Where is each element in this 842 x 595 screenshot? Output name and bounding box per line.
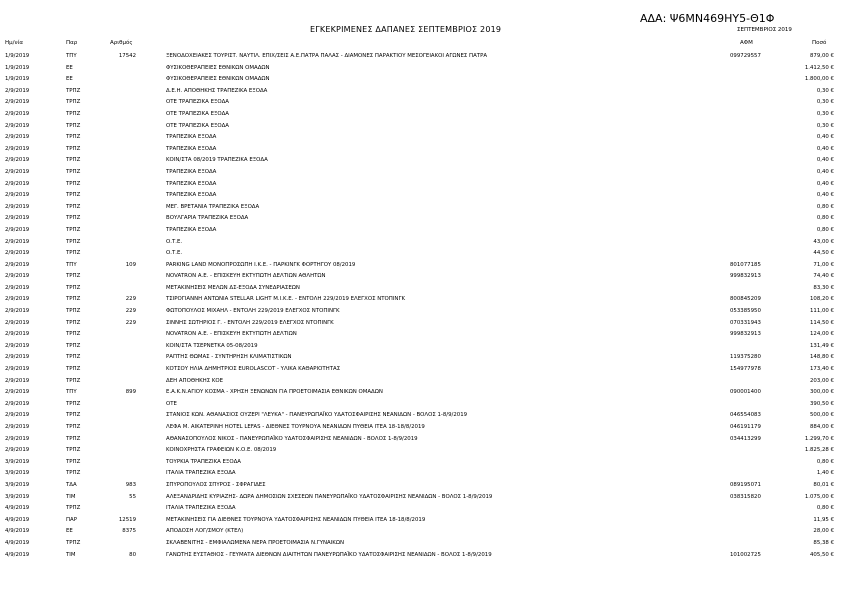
row-amount: 148,80 € xyxy=(809,354,834,361)
row-description: ΞΕΝΟΔΟΧΕΙΑΚΕΣ ΤΟΥΡΙΣΤ. ΝΑΥΤΙΛ. ΕΠΙΧ/ΣΕΙΣ Α.Ε.ΠΑΤΡΑ ΠΑΛΑΣ - ΔΙΑΜΟΝΕΣ ΠΑΡΑΚΤΙΟΥ ΜΕΣΟΓΕΙΑΚΟΙ ΑΓΩΝΕΣ ΠΑΤΡΑ xyxy=(166,53,488,59)
row-number: 8375 xyxy=(122,528,136,535)
row-amount: 0,30 € xyxy=(816,110,834,117)
table-row xyxy=(0,202,842,214)
row-amount: 80,01 € xyxy=(813,481,834,488)
table-row xyxy=(0,109,842,121)
row-number: 80 xyxy=(129,551,136,558)
row-type: ΤΡΠΖ xyxy=(66,366,81,373)
row-date: 2/9/2019 xyxy=(5,87,30,94)
row-type: ΤΡΠΖ xyxy=(66,215,81,222)
table-row xyxy=(0,503,842,515)
row-amount: 74,40 € xyxy=(813,273,834,280)
table-row xyxy=(0,445,842,457)
row-afm: 090001400 xyxy=(730,389,761,396)
row-type: ΤΡΠΖ xyxy=(66,447,81,454)
table-row xyxy=(0,294,842,306)
row-type: ΤΡΠΖ xyxy=(66,331,81,338)
table-row xyxy=(0,248,842,260)
row-date: 2/9/2019 xyxy=(5,99,30,106)
row-type: ΤΡΠΖ xyxy=(66,226,81,233)
table-row xyxy=(0,341,842,353)
row-description: ΚΟΙΝ/ΣΤΑ 08/2019 ΤΡΑΠΕΖΙΚΑ ΕΞΟΔΑ xyxy=(166,157,268,164)
row-afm: 053385950 xyxy=(730,308,761,315)
row-description: ΣΙΝΝΗΣ ΣΩΤΗΡΙΟΣ Γ. - ΕΝΤΟΛΗ 229/2019 ΕΛΕΓΧΟΣ ΝΤΟΠΙΝΓΚ xyxy=(166,319,334,326)
row-afm: 038315820 xyxy=(730,493,761,500)
row-type: ΤΡΠΖ xyxy=(66,296,81,303)
row-type: ΕΕ xyxy=(66,76,73,83)
row-description: ΚΟΙΝΟΧΡΗΣΤΑ ΓΡΑΦΕΙΩΝ Κ.Ο.Ε. 08/2019 xyxy=(166,447,277,454)
table-row xyxy=(0,457,842,469)
table-row xyxy=(0,97,842,109)
row-type: ΤΡΠΖ xyxy=(66,192,81,199)
row-date: 2/9/2019 xyxy=(5,238,30,245)
row-amount: 0,40 € xyxy=(816,168,834,175)
row-description: ΤΡΑΠΕΖΙΚΑ ΕΞΟΔΑ xyxy=(166,145,217,152)
row-description: NOVATRON Α.Ε. - ΕΠΙΣΚΕΥΗ ΕΚΤΥΠΩΤΗ ΔΕΛΤΙΩΝ xyxy=(166,331,297,338)
header-amount: Ποσό xyxy=(812,40,827,46)
row-date: 2/9/2019 xyxy=(5,180,30,187)
row-type: ΤΠΥ xyxy=(66,261,77,268)
row-amount: 884,00 € xyxy=(809,424,834,430)
table-row xyxy=(0,329,842,341)
row-afm: 801077185 xyxy=(730,261,761,268)
row-date: 2/9/2019 xyxy=(5,342,30,349)
row-amount: 0,30 € xyxy=(816,87,834,94)
table-row xyxy=(0,74,842,86)
row-amount: 0,80 € xyxy=(816,505,834,512)
table-row xyxy=(0,213,842,225)
table-row xyxy=(0,468,842,480)
row-amount: 131,49 € xyxy=(809,342,834,349)
table-row xyxy=(0,167,842,179)
row-amount: 114,50 € xyxy=(809,319,834,326)
row-amount: 173,40 € xyxy=(809,366,834,373)
row-number: 983 xyxy=(125,481,136,488)
row-date: 2/9/2019 xyxy=(5,110,30,117)
row-amount: 43,00 € xyxy=(813,238,834,245)
row-amount: 390,50 € xyxy=(809,400,834,407)
row-type: ΤΠΥ xyxy=(66,389,77,396)
row-date: 2/9/2019 xyxy=(5,366,30,373)
row-afm: 099729557 xyxy=(730,53,761,59)
expenses-table xyxy=(0,51,842,561)
row-date: 4/9/2019 xyxy=(5,551,30,558)
row-date: 4/9/2019 xyxy=(5,516,30,523)
row-description: ΜΕΤΑΚΙΝΗΣΕΙΣ ΜΕΛΩΝ ΔΣ-ΕΞΟΔΑ ΣΥΝΕΔΡΙΑΣΕΩΝ xyxy=(166,284,300,291)
row-amount: 879,00 € xyxy=(809,53,834,59)
row-description: ΟΤΕ ΤΡΑΠΕΖΙΚΑ ΕΞΟΔΑ xyxy=(166,122,229,129)
row-type: ΤΡΠΖ xyxy=(66,458,81,465)
table-row xyxy=(0,144,842,156)
row-date: 2/9/2019 xyxy=(5,250,30,257)
table-row xyxy=(0,410,842,422)
table-row xyxy=(0,526,842,538)
row-amount: 85,38 € xyxy=(813,539,834,546)
row-date: 2/9/2019 xyxy=(5,296,30,303)
row-type: ΤΡΠΖ xyxy=(66,377,81,384)
row-number: 17542 xyxy=(118,53,136,59)
row-date: 1/9/2019 xyxy=(5,64,30,71)
table-row xyxy=(0,492,842,504)
row-type: ΤΡΠΖ xyxy=(66,157,81,164)
table-row xyxy=(0,155,842,167)
row-type: ΤΡΠΖ xyxy=(66,273,81,280)
row-type: ΤΡΠΖ xyxy=(66,424,81,430)
table-row xyxy=(0,480,842,492)
row-description: ΙΤΑΛΙΑ ΤΡΑΠΕΖΙΚΑ ΕΞΟΔΑ xyxy=(166,505,236,512)
table-row xyxy=(0,538,842,550)
row-description: PARKING LAND ΜΟΝΟΠΡΟΣΩΠΗ Ι.Κ.Ε. - ΠΑΡΚΙΝΓΚ ΦΟΡΤΗΓΟΥ 08/2019 xyxy=(166,261,356,268)
row-description: ΜΕΓ. ΒΡΕΤΑΝΙΑ ΤΡΑΠΕΖΙΚΑ ΕΞΟΔΑ xyxy=(166,203,260,210)
row-description: ΟΤΕ ΤΡΑΠΕΖΙΚΑ ΕΞΟΔΑ xyxy=(166,110,229,117)
row-amount: 0,30 € xyxy=(816,99,834,106)
row-date: 2/9/2019 xyxy=(5,168,30,175)
row-type: ΤΡΠΖ xyxy=(66,470,81,477)
row-amount: 111,00 € xyxy=(809,308,834,315)
row-date: 2/9/2019 xyxy=(5,134,30,141)
row-amount: 0,40 € xyxy=(816,145,834,152)
row-type: ΤΡΠΖ xyxy=(66,87,81,94)
table-row xyxy=(0,260,842,272)
row-date: 2/9/2019 xyxy=(5,145,30,152)
table-row xyxy=(0,63,842,75)
row-amount: 0,80 € xyxy=(816,226,834,233)
row-date: 2/9/2019 xyxy=(5,157,30,164)
row-description: ΟΤΕ ΤΡΑΠΕΖΙΚΑ ΕΞΟΔΑ xyxy=(166,99,229,106)
row-date: 2/9/2019 xyxy=(5,319,30,326)
row-description: ΛΕΦΑ Μ. ΑΙΚΑΤΕΡΙΝΗ HOTEL LEFAS - ΔΙΕΘΝΕΣ ΤΟΥΡΝΟΥΑ ΝΕΑΝΙΔΩΝ ΠΥΘΕΙΑ ΙΤΕΑ 18-18/8/2019 xyxy=(166,424,425,430)
row-type: ΤΡΠΖ xyxy=(66,284,81,291)
page-title: ΕΓΚΕΚΡΙΜΕΝΕΣ ΔΑΠΑΝΕΣ ΣΕΠΤΕΜΒΡΙΟΣ 2019 xyxy=(310,25,502,34)
row-type: ΕΕ xyxy=(66,528,73,535)
table-row xyxy=(0,318,842,330)
row-afm: 070331943 xyxy=(730,319,761,326)
row-description: ΑΠΟΔΟΣΗ ΛΟΓ/ΣΜΟΥ (ΚΤΕΛ) xyxy=(166,528,244,535)
row-amount: 1.299,70 € xyxy=(804,435,834,442)
row-description: ΔΕΗ ΑΠΟΘΗΚΗΣ ΚΟΕ xyxy=(166,377,224,384)
row-date: 3/9/2019 xyxy=(5,481,30,488)
row-type: ΤΡΠΖ xyxy=(66,238,81,245)
row-type: ΤΡΠΖ xyxy=(66,168,81,175)
row-type: ΤΡΠΖ xyxy=(66,122,81,129)
row-description: ΦΥΣΙΚΟΘΕΡΑΠΕΙΕΣ ΕΘΝΙΚΩΝ ΟΜΑΔΩΝ xyxy=(166,76,270,83)
row-description: ΣΠΥΡΟΠΟΥΛΟΣ ΣΠΥΡΟΣ - ΣΦΡΑΓΙΔΕΣ xyxy=(166,481,266,488)
row-description: ΓΑΝΩΤΗΣ ΕΥΣΤΑΘΙΟΣ - ΓΕΥΜΑΤΑ ΔΙΕΘΝΩΝ ΔΙΑΙΤΗΤΩΝ ΠΑΝΕΥΡΩΠΑΪΚΟ ΥΔΑΤΟΣΦΑΙΡΙΣΗΣ ΝΕΑΝΙΔΩΝ - ΒΟΛΟΣ 1-8/9/2019 xyxy=(166,551,492,558)
row-description: ΜΕΤΑΚΙΝΗΣΕΙΣ ΓΙΑ ΔΙΕΘΝΕΣ ΤΟΥΡΝΟΥΑ ΥΔΑΤΟΣΦΑΙΡΙΣΗΣ ΝΕΑΝΙΔΩΝ ΠΥΘΕΙΑ ΙΤΕΑ 18-18/8/2019 xyxy=(166,516,426,523)
row-number: 55 xyxy=(129,493,136,500)
row-date: 3/9/2019 xyxy=(5,470,30,477)
row-type: ΠΑΡ xyxy=(66,516,77,523)
ada-code: ΑΔΑ: Ψ6ΜΝ469ΗΥ5-Θ1Φ xyxy=(640,12,775,25)
row-amount: 11,95 € xyxy=(813,516,834,523)
row-description: NOVATRON Α.Ε. - ΕΠΙΣΚΕΥΗ ΕΚΤΥΠΩΤΗ ΔΕΛΤΙΩΝ ΑΘΛΗΤΩΝ xyxy=(166,273,326,280)
row-description: ΤΡΑΠΕΖΙΚΑ ΕΞΟΔΑ xyxy=(166,134,217,141)
row-amount: 0,40 € xyxy=(816,134,834,141)
header-afm: ΑΦΜ xyxy=(740,40,753,46)
row-afm: 101002725 xyxy=(730,551,761,558)
row-date: 4/9/2019 xyxy=(5,528,30,535)
row-amount: 405,50 € xyxy=(809,551,834,558)
month-label: ΣΕΠΤΕΜΒΡΙΟΣ 2019 xyxy=(737,27,792,33)
row-afm: 999832913 xyxy=(730,273,761,280)
row-date: 2/9/2019 xyxy=(5,122,30,129)
table-row xyxy=(0,179,842,191)
row-amount: 0,80 € xyxy=(816,203,834,210)
row-amount: 1.800,00 € xyxy=(804,76,834,83)
row-date: 3/9/2019 xyxy=(5,493,30,500)
row-number: 12519 xyxy=(118,516,136,523)
row-type: ΤΡΠΖ xyxy=(66,412,81,419)
row-description: ΡΑΠΤΗΣ ΘΩΜΑΣ - ΣΥΝΤΗΡΗΣΗ ΚΛΙΜΑΤΙΣΤΙΚΩΝ xyxy=(166,354,292,361)
row-date: 1/9/2019 xyxy=(5,53,30,59)
table-row xyxy=(0,306,842,318)
row-afm: 089195071 xyxy=(730,481,761,488)
row-afm: 046554083 xyxy=(730,412,761,419)
table-row xyxy=(0,51,842,63)
row-amount: 0,40 € xyxy=(816,157,834,164)
row-type: ΤΡΠΖ xyxy=(66,203,81,210)
row-description: Ε.Α.Κ.Ν.ΑΓΙΟΥ ΚΟΣΜΑ - ΧΡΗΣΗ ΞΕΝΩΝΩΝ ΓΙΑ ΠΡΟΕΤΟΙΜΑΣΙΑ ΕΘΝΙΚΩΝ ΟΜΑΔΩΝ xyxy=(166,389,383,396)
row-description: ΤΣΙΡΟΓΙΑΝΝΗ ΑΝΤΩΝΙΑ STELLAR LIGHT Μ.Ι.Κ.Ε. - ΕΝΤΟΛΗ 229/2019 ΕΛΕΓΧΟΣ ΝΤΟΠΙΝΓΚ xyxy=(166,296,405,303)
row-afm: 999832913 xyxy=(730,331,761,338)
row-type: ΤΡΠΖ xyxy=(66,250,81,257)
row-date: 2/9/2019 xyxy=(5,424,30,430)
row-description: ΤΡΑΠΕΖΙΚΑ ΕΞΟΔΑ xyxy=(166,180,217,187)
row-type: ΤΠΥ xyxy=(66,53,77,59)
row-description: ΤΟΥΡΚΙΑ ΤΡΑΠΕΖΙΚΑ ΕΞΟΔΑ xyxy=(166,458,241,465)
row-date: 4/9/2019 xyxy=(5,539,30,546)
row-number: 899 xyxy=(125,389,136,396)
row-amount: 0,40 € xyxy=(816,180,834,187)
row-description: ΤΡΑΠΕΖΙΚΑ ΕΞΟΔΑ xyxy=(166,168,217,175)
table-row xyxy=(0,225,842,237)
table-row xyxy=(0,190,842,202)
row-date: 2/9/2019 xyxy=(5,412,30,419)
row-type: ΤΔΑ xyxy=(66,481,77,488)
row-amount: 500,00 € xyxy=(809,412,834,419)
row-number: 229 xyxy=(125,319,136,326)
row-description: ΣΚΛΑΒΕΝΙΤΗΣ - ΕΜΦΙΑΛΩΜΕΝΑ ΝΕΡΑ ΠΡΟΕΤΟΙΜΑΣΙΑ Ν.ΓΥΝΑΙΚΩΝ xyxy=(166,539,344,546)
row-type: ΤΡΠΖ xyxy=(66,342,81,349)
row-description: ΑΛΕΞΑΝΔΡΙΔΗΣ ΚΥΡΙΑΖΗΣ- ΔΩΡΑ ΔΗΜΟΣΙΩΝ ΣΧΕΣΕΩΝ ΠΑΝΕΥΡΩΠΑΪΚΟ ΥΔΑΤΟΣΦΑΙΡΙΣΗΣ ΝΕΑΝΙΔΩΝ - ΒΟΛΟΣ 1-8/9/2019 xyxy=(166,493,493,500)
row-number: 229 xyxy=(125,296,136,303)
table-row xyxy=(0,422,842,434)
row-date: 2/9/2019 xyxy=(5,389,30,396)
row-type: ΤΡΠΖ xyxy=(66,180,81,187)
row-number: 229 xyxy=(125,308,136,315)
row-type: ΤΡΠΖ xyxy=(66,308,81,315)
row-type: ΤΡΠΖ xyxy=(66,354,81,361)
row-description: Δ.Ε.Η. ΑΠΟΘΗΚΗΣ ΤΡΑΠΕΖΙΚΑ ΕΞΟΔΑ xyxy=(166,87,268,94)
row-date: 3/9/2019 xyxy=(5,458,30,465)
row-type: ΤΙΜ xyxy=(66,551,76,558)
row-amount: 0,80 € xyxy=(816,458,834,465)
table-row xyxy=(0,121,842,133)
row-description: ΙΤΑΛΙΑ ΤΡΑΠΕΖΙΚΑ ΕΞΟΔΑ xyxy=(166,470,236,477)
row-type: ΕΕ xyxy=(66,64,73,71)
table-row xyxy=(0,364,842,376)
row-amount: 44,50 € xyxy=(813,250,834,257)
row-amount: 0,30 € xyxy=(816,122,834,129)
row-date: 2/9/2019 xyxy=(5,308,30,315)
row-description: ΦΥΣΙΚΟΘΕΡΑΠΕΙΕΣ ΕΘΝΙΚΩΝ ΟΜΑΔΩΝ xyxy=(166,64,270,71)
row-date: 2/9/2019 xyxy=(5,377,30,384)
row-description: ΒΟΥΛΓΑΡΙΑ ΤΡΑΠΕΖΙΚΑ ΕΞΟΔΑ xyxy=(166,215,249,222)
table-row xyxy=(0,271,842,283)
row-afm: 154977978 xyxy=(730,366,761,373)
row-description: Ο.Τ.Ε. xyxy=(166,238,183,245)
row-description: ΚΟΙΝ/ΣΤΑ ΤΣΕΡΝΕΤΚΑ 05-08/2019 xyxy=(166,342,258,349)
row-amount: 108,20 € xyxy=(809,296,834,303)
table-row xyxy=(0,399,842,411)
header-type: Παρ xyxy=(66,40,78,46)
row-afm: 046191179 xyxy=(730,424,761,430)
row-date: 2/9/2019 xyxy=(5,435,30,442)
header-date: Ημ/νία xyxy=(5,40,24,46)
row-type: ΤΡΠΖ xyxy=(66,134,81,141)
row-type: ΤΡΠΖ xyxy=(66,145,81,152)
row-date: 1/9/2019 xyxy=(5,76,30,83)
row-description: ΤΡΑΠΕΖΙΚΑ ΕΞΟΔΑ xyxy=(166,192,217,199)
row-amount: 124,00 € xyxy=(809,331,834,338)
row-amount: 83,30 € xyxy=(813,284,834,291)
row-amount: 1,40 € xyxy=(816,470,834,477)
table-row xyxy=(0,515,842,527)
table-row xyxy=(0,352,842,364)
table-row xyxy=(0,283,842,295)
row-type: ΤΙΜ xyxy=(66,493,76,500)
row-date: 2/9/2019 xyxy=(5,261,30,268)
row-amount: 0,80 € xyxy=(816,215,834,222)
row-type: ΤΡΠΖ xyxy=(66,435,81,442)
row-date: 2/9/2019 xyxy=(5,226,30,233)
row-amount: 71,00 € xyxy=(813,261,834,268)
row-date: 2/9/2019 xyxy=(5,273,30,280)
row-description: Ο.Τ.Ε. xyxy=(166,250,183,257)
row-type: ΤΡΠΖ xyxy=(66,99,81,106)
row-date: 2/9/2019 xyxy=(5,447,30,454)
header-number: Αριθμός xyxy=(110,40,133,46)
row-date: 2/9/2019 xyxy=(5,354,30,361)
row-type: ΤΡΠΖ xyxy=(66,319,81,326)
row-date: 2/9/2019 xyxy=(5,203,30,210)
row-amount: 203,00 € xyxy=(809,377,834,384)
row-date: 2/9/2019 xyxy=(5,284,30,291)
table-row xyxy=(0,132,842,144)
row-afm: 034413299 xyxy=(730,435,761,442)
row-description: ΣΤΑΝΙΟΣ ΚΩΝ. ΑΘΑΝΑΣΙΟΣ ΟΥΖΕΡΙ "ΛΕΥΚΑ" - ΠΑΝΕΥΡΩΠΑΪΚΟ ΥΔΑΤΟΣΦΑΙΡΙΣΗΣ ΝΕΑΝΙΔΩΝ - ΒΟΛΟΣ 1-8/9/2019 xyxy=(166,412,468,419)
row-amount: 1.825,28 € xyxy=(804,447,834,454)
row-date: 2/9/2019 xyxy=(5,192,30,199)
row-type: ΤΡΠΖ xyxy=(66,505,81,512)
row-date: 2/9/2019 xyxy=(5,331,30,338)
row-type: ΤΡΠΖ xyxy=(66,539,81,546)
table-row xyxy=(0,86,842,98)
row-amount: 1.075,00 € xyxy=(804,493,834,500)
table-row xyxy=(0,434,842,446)
row-type: ΤΡΠΖ xyxy=(66,400,81,407)
row-description: ΚΟΤΣΟΥ ΗΛΙΑ ΔΗΜΗΤΡΙΟΣ EUROLASCOT - ΥΛΙΚΑ ΚΑΘΑΡΙΟΤΗΤΑΣ xyxy=(166,366,341,373)
row-amount: 28,00 € xyxy=(813,528,834,535)
row-date: 2/9/2019 xyxy=(5,215,30,222)
row-amount: 0,40 € xyxy=(816,192,834,199)
row-number: 109 xyxy=(125,261,136,268)
row-description: ΟΤΕ xyxy=(166,400,177,407)
row-amount: 300,00 € xyxy=(809,389,834,396)
row-description: ΤΡΑΠΕΖΙΚΑ ΕΞΟΔΑ xyxy=(166,226,217,233)
table-row xyxy=(0,387,842,399)
row-afm: 119375280 xyxy=(730,354,761,361)
row-amount: 1.412,50 € xyxy=(804,64,834,71)
row-description: ΦΩΤΟΠΟΥΛΟΣ ΜΙΧΑΗΛ - ΕΝΤΟΛΗ 229/2019 ΕΛΕΓΧΟΣ ΝΤΟΠΙΝΓΚ xyxy=(166,308,340,315)
table-row xyxy=(0,550,842,562)
row-type: ΤΡΠΖ xyxy=(66,110,81,117)
row-description: ΑΘΑΝΑΣΟΠΟΥΛΟΣ ΝΙΚΟΣ - ΠΑΝΕΥΡΩΠΑΪΚΟ ΥΔΑΤΟΣΦΑΙΡΙΣΗΣ ΝΕΑΝΙΔΩΝ - ΒΟΛΟΣ 1-8/9/2019 xyxy=(166,435,418,442)
row-date: 4/9/2019 xyxy=(5,505,30,512)
row-date: 2/9/2019 xyxy=(5,400,30,407)
table-row xyxy=(0,376,842,388)
row-afm: 800845209 xyxy=(730,296,761,303)
table-row xyxy=(0,237,842,249)
